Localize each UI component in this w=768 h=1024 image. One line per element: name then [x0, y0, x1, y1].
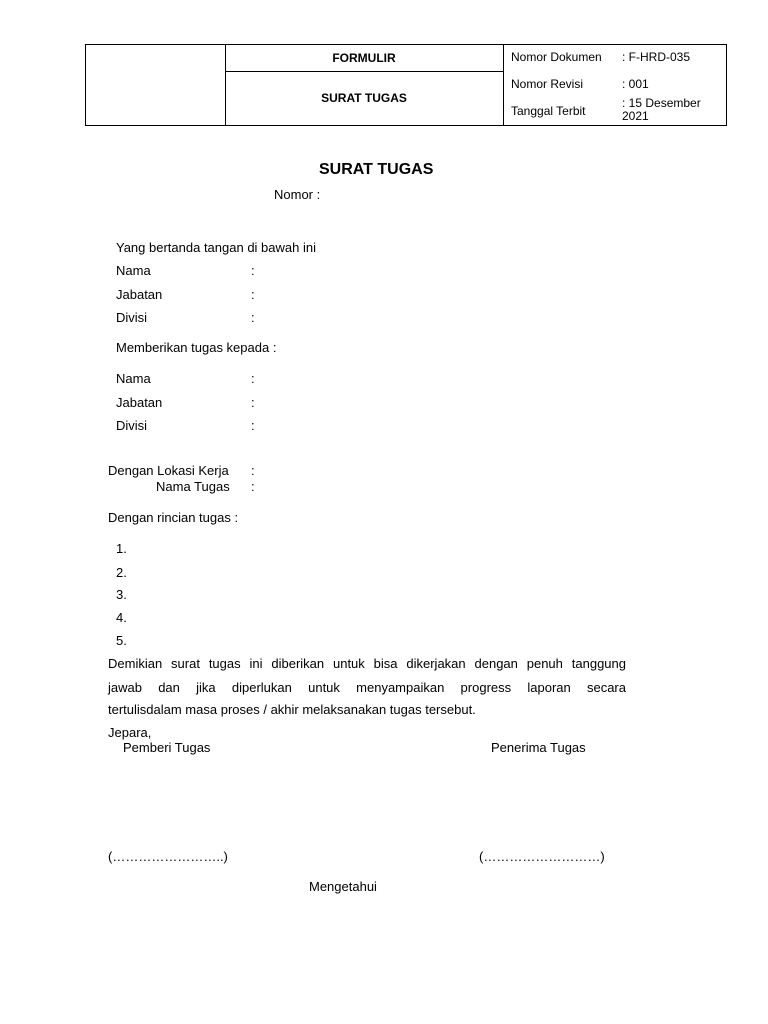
issued-label: Tanggal Terbit	[511, 104, 586, 118]
assignee-division-colon: :	[251, 418, 255, 433]
doc-number-label: Nomor Dokumen	[511, 50, 602, 64]
header-divider	[503, 45, 504, 125]
assignee-position-colon: :	[251, 395, 255, 410]
signer-name-colon: :	[251, 263, 255, 278]
task-name-label: Nama Tugas	[156, 479, 230, 494]
issued-value	[622, 97, 701, 123]
assignee-position-label: Jabatan	[116, 395, 163, 410]
work-location-label: Dengan Lokasi Kerja	[108, 463, 229, 478]
receiver-label: Penerima Tugas	[491, 740, 586, 755]
task-item: 1.	[116, 541, 127, 556]
acknowledged-label: Mengetahui	[309, 879, 377, 894]
assignee-name-label: Nama	[116, 371, 151, 386]
giver-signature-line: (……………………..)	[108, 849, 228, 864]
signer-division-label: Divisi	[116, 310, 148, 325]
closing-line: Demikian surat tugas ini diberikan untuk bisa dikerjakan dengan penuh tanggung	[108, 656, 626, 671]
task-item: 5.	[116, 633, 127, 648]
task-item: 3.	[116, 587, 127, 602]
place-label: Jepara,	[108, 725, 152, 740]
document-title: SURAT TUGAS	[319, 161, 434, 178]
signer-position-label: Jabatan	[116, 287, 163, 302]
form-header-table	[85, 44, 727, 126]
closing-line: tertulisdalam masa proses / akhir melaksanakan tugas tersebut.	[108, 702, 476, 717]
assignee-division-label: Divisi	[116, 418, 148, 433]
task-details-label: Dengan rincian tugas :	[108, 510, 239, 525]
assignee-name-colon: :	[251, 371, 255, 386]
issued-value-line2: 2021	[622, 109, 649, 123]
signer-division-colon: :	[251, 310, 255, 325]
task-item: 2.	[116, 565, 127, 580]
issued-value-line1: : 15 Desember	[622, 96, 701, 110]
work-location-colon: :	[251, 463, 255, 478]
signer-name-label: Nama	[116, 263, 151, 278]
giver-label: Pemberi Tugas	[123, 740, 211, 755]
header-divider	[225, 71, 503, 72]
task-item: 4.	[116, 610, 127, 625]
closing-line: jawab dan jika diperlukan untuk menyampaikan progress laporan secara	[108, 680, 626, 695]
document-number-label: Nomor :	[274, 187, 321, 202]
assign-intro: Memberikan tugas kepada :	[116, 340, 277, 355]
signer-position-colon: :	[251, 287, 255, 302]
form-label: FORMULIR	[332, 51, 396, 65]
form-title: SURAT TUGAS	[321, 91, 407, 105]
revision-label: Nomor Revisi	[511, 77, 584, 91]
revision-value: : 001	[622, 77, 649, 91]
doc-number-value: : F-HRD-035	[622, 50, 691, 64]
signer-intro: Yang bertanda tangan di bawah ini	[116, 240, 316, 255]
task-name-colon: :	[251, 479, 255, 494]
receiver-signature-line: (………………………)	[479, 849, 605, 864]
